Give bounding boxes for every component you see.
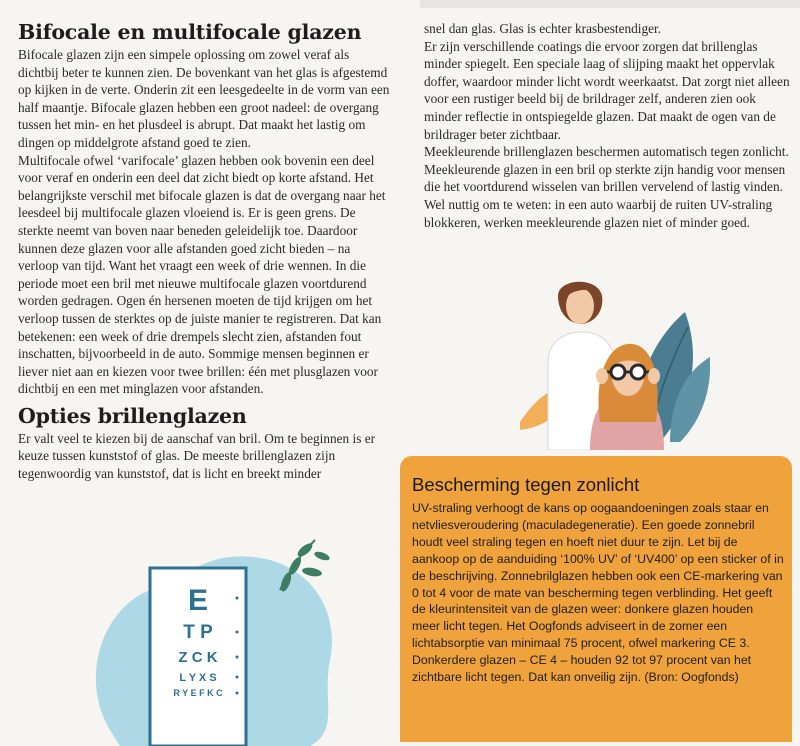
- eye-chart-row-1: E: [187, 584, 209, 617]
- eye-chart-illustration: [90, 530, 350, 746]
- heading-bifocale: Bifocale en multifocale glazen: [18, 20, 362, 44]
- right-column: [424, 20, 796, 231]
- eye-chart-row-3: Z C K: [178, 649, 218, 666]
- info-box-text: UV-straling verhoogt de kans op oogaandoeningen zoals staar en netvliesveroudering (maculadegeneratie). Een goede zonnebril houdt veel straling tegen en hoeft niet duur te zijn. Let bij de aankoop op de aanduiding ‘100% UV’ of ‘UV400’ op een sticker of in de beschrijving. Zonnebrilglazen hebben ook een CE-markering van 0 tot 4 voor de mate van bescherming tegen verblinding. Het geeft de kleurintensiteit van de glazen weer: donkere glazen houden meer licht tegen. Het Oogfonds adviseert in de zomer een lichtabsorptie van minimaal 75 procent, ofwel markering CE 3. Donkerdere glazen – CE 4 – houden 92 tot 97 procent van het zichtbare licht tegen. Dat kan onveilig zijn. (Bron: Oogfonds): [412, 501, 784, 685]
- eye-chart-row-5: R Y E F K C: [173, 688, 223, 698]
- left-column: [18, 20, 393, 483]
- info-box-title: Bescherming tegen zonlicht: [412, 474, 640, 495]
- info-box-zonlicht: [400, 456, 792, 742]
- paragraph-coatings: Er zijn verschillende coatings die ervoor zorgen dat brillenglas minder spiegelt. Een speciale laag of slijping maakt het oppervlak doffer, waardoor minder licht wordt weerkaatst. Dat zorgt niet alleen voor een rustiger beeld bij de brildrager zelf, anderen zien ook minder reflectie in ontspiegelde glazen. Dat maakt de ogen van de brildrager beter zichtbaar.: [424, 38, 790, 142]
- paragraph-multifocale: Multifocale ofwel ‘varifocale’ glazen hebben ook bovenin een deel voor veraf en onderin een deel dat zicht biedt op korte afstand. Het belangrijkste verschil met bifocale glazen is dat de overgang naar het leesdeel bij multifocale glazen vloeiend is. Er is geen grens. De sterkte neemt van boven naar beneden geleidelijk toe. Daardoor kunnen deze glazen voor alle afstanden goed zicht bieden – na verloop van tijd. Want het vraagt een week of drie wennen. In die periode moet een bril met nieuwe multifocale glazen voortdurend worden gedragen. Ogen én hersenen moeten de tijd krijgen om het verloop tussen de sterktes op de juiste manier te registreren. Dat kan betekenen: een week of drie drempels slecht zien, afstanden fout inschatten, bijvoorbeeld in de auto. Sommige mensen beginnen er liever niet aan en kiezen voor twee brillen: één met plusglazen voor dichtbij en een met minglazen voor afstanden.: [18, 152, 386, 397]
- paragraph-meekleurend: Meekleurende brillenglazen beschermen automatisch tegen zonlicht. Meekleurende glazen in een bril op sterkte zijn handig voor mensen die het voortdurend wisselen van brillen vervelend of lastig vinden. Wel nuttig om te weten: in een auto waarbij de ruiten UV-straling blokkeren, werken meekleurende glazen niet of minder goed.: [424, 144, 789, 230]
- heading-opties: Opties brillenglazen: [18, 403, 247, 428]
- adjacent-page-edge: [420, 0, 800, 8]
- paragraph-bifocale: Bifocale glazen zijn een simpele oplossing om zowel veraf als dichtbij beter te kunnen zien. De bovenkant van het glas is afgestemd op kijken in de verte. Onderin zit een leesgedeelte in de vorm van een half maantje. Bifocale glazen hebben een groot nadeel: de overgang tussen het min- en het plusdeel is abrupt. Dat maakt het lastig om dingen op middelgrote afstand goed te zien.: [18, 47, 390, 150]
- paragraph-opties-continued: snel dan glas. Glas is echter krasbestendiger.: [424, 21, 662, 36]
- eye-chart-row-4: L Y X S: [179, 672, 217, 684]
- optician-illustration: [520, 272, 710, 450]
- eye-chart-row-2: T P: [183, 622, 213, 643]
- paragraph-opties-intro: Er valt veel te kiezen bij de aanschaf van bril. Om te beginnen is er keuze tussen kunststof of glas. De meeste brillenglazen zijn tegenwoordig van kunststof, dat is licht en breekt minder: [18, 430, 376, 482]
